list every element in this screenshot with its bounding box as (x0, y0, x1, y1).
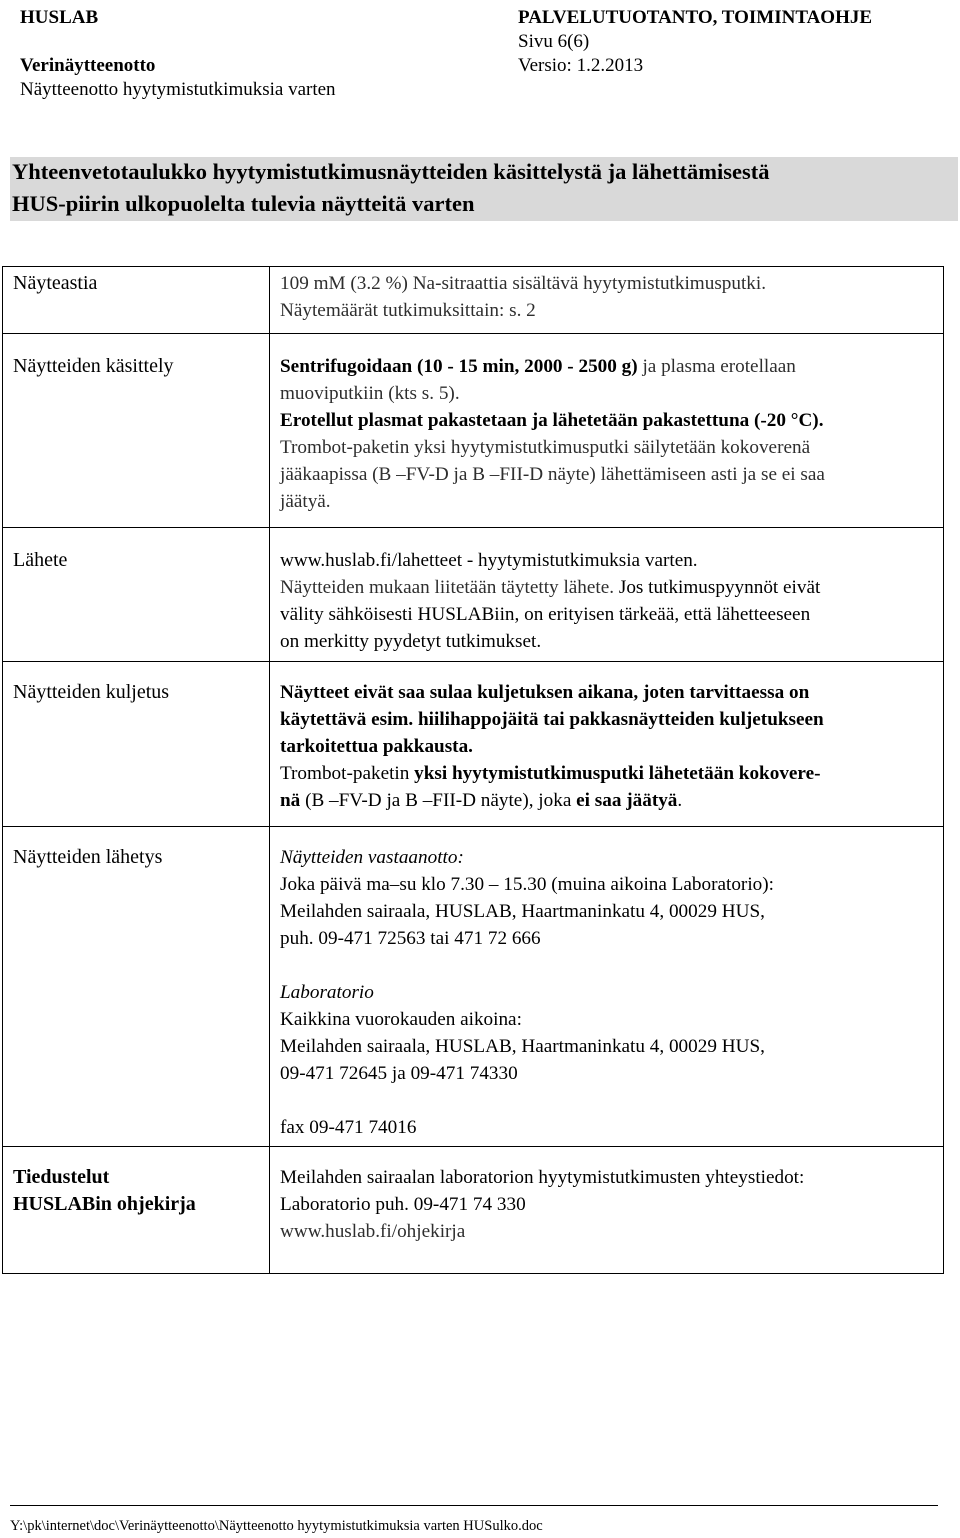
header-version: Versio: 1.2.2013 (518, 55, 644, 76)
lahete-line-1-rest: - hyytymistutkimuksia varten. (462, 550, 698, 571)
nayteastia-line-2: Näytemäärät tutkimuksittain: s. 2 (280, 300, 536, 321)
row-nayteastia (3, 267, 944, 334)
header-section: Verinäytteenotto (20, 55, 156, 76)
kuljetus-line-2b: hiilihappojäitä tai pakkasnäytteiden kuljetukseen (413, 709, 824, 730)
summary-title-band (10, 157, 958, 221)
document-header (20, 6, 942, 102)
lahetys-line-3: puh. 09-471 72563 tai 471 72 666 (280, 928, 541, 949)
lahete-line-2b: Jos tutkimuspyynnöt eivät (614, 577, 821, 598)
row-lahetys (3, 827, 944, 1147)
label-lahete: Lähete (13, 549, 68, 571)
kuljetus-line-5b: (B –FV-D ja B –FII-D näyte), joka (300, 790, 577, 811)
ohjekirja-link[interactable]: www.huslab.fi/ohjekirja (280, 1221, 466, 1242)
kasittely-line-5: jääkaapissa (B –FV-D ja B –FII-D näyte) lähettämiseen asti ja se ei saa (280, 464, 825, 485)
lahete-line-4: on merkitty pyydetyt tutkimukset. (280, 631, 542, 652)
summary-title-line-2: HUS-piirin ulkopuolelta tulevia näytteitä varten (12, 191, 475, 216)
header-org: HUSLAB (20, 7, 99, 28)
label-tiedustelut: Tiedustelut (13, 1166, 110, 1188)
kuljetus-line-5a: nä (280, 790, 301, 811)
lahete-line-2a: Näytteiden mukaan liitetään täytetty lähete. (280, 577, 615, 598)
lahete-link[interactable]: www.huslab.fi/lahetteet (280, 550, 463, 571)
row-tiedustelut (3, 1147, 944, 1274)
summary-table (2, 266, 944, 1274)
kuljetus-line-5d: . (677, 790, 683, 811)
kuljetus-line-5c: ei saa jäätyä (576, 790, 678, 811)
tiedustelut-line-2: Laboratorio puh. 09-471 74 330 (280, 1194, 526, 1215)
nayteastia-line-1: 109 mM (3.2 %) Na-sitraattia sisältävä hyytymistutkimusputki. (280, 273, 767, 294)
header-subtitle: Näytteenotto hyytymistutkimuksia varten (20, 79, 336, 100)
kuljetus-line-2a: käytettävä esim. (280, 709, 414, 730)
label-kuljetus: Näytteiden kuljetus (13, 681, 170, 703)
lahetys-line-2: Meilahden sairaala, HUSLAB, Haartmaninkatu 4, 00029 HUS, (280, 901, 765, 922)
header-page: Sivu 6(6) (518, 31, 590, 52)
kasittely-line-1-rest: ja plasma erotellaan (637, 356, 796, 377)
lahetys-heading-laboratorio: Laboratorio (280, 982, 374, 1003)
lahetys-line-5: Meilahden sairaala, HUSLAB, Haartmaninkatu 4, 00029 HUS, (280, 1036, 765, 1057)
footer-file-path: Y:\pk\internet\doc\Verinäytteenotto\Näytteenotto hyytymistutkimuksia varten HUSulko.doc (10, 1505, 938, 1535)
kuljetus-line-4a: Trombot-paketin (280, 763, 415, 784)
kasittely-line-3: Erotellut plasmat pakastetaan ja lähetetään pakastettuna (-20 °C). (280, 410, 824, 431)
tiedustelut-line-1: Meilahden sairaalan laboratorion hyytymistutkimusten yhteystiedot: (280, 1167, 805, 1188)
lahetys-line-7: fax 09-471 74016 (280, 1117, 417, 1138)
row-kuljetus (3, 662, 944, 827)
kuljetus-line-4b: yksi hyytymistutkimusputki lähetetään kokovere- (414, 763, 821, 784)
label-lahetys: Näytteiden lähetys (13, 846, 163, 868)
label-kasittely: Näytteiden käsittely (13, 355, 174, 377)
row-lahete (3, 528, 944, 662)
label-ohjekirja: HUSLABin ohjekirja (13, 1193, 196, 1215)
kasittely-line-4: Trombot-paketin yksi hyytymistutkimusputki säilytetään kokoverenä (280, 437, 811, 458)
lahetys-heading-vastaanotto: Näytteiden vastaanotto: (280, 847, 464, 868)
lahetys-line-4: Kaikkina vuorokauden aikoina: (280, 1009, 522, 1030)
kasittely-line-1-bold: Sentrifugoidaan (10 - 15 min, 2000 - 2500 g) (280, 356, 638, 377)
summary-title-line-1: Yhteenvetotaulukko hyytymistutkimusnäytteiden käsittelystä ja lähettämisestä (12, 159, 770, 184)
kasittely-line-6: jäätyä. (280, 491, 331, 512)
lahetys-line-6: 09-471 72645 ja 09-471 74330 (280, 1063, 518, 1084)
lahetys-line-1: Joka päivä ma–su klo 7.30 – 15.30 (muina aikoina Laboratorio): (280, 874, 774, 895)
row-kasittely (3, 334, 944, 528)
label-nayteastia: Näyteastia (13, 272, 98, 294)
kuljetus-line-3: tarkoitettua pakkausta. (280, 736, 473, 757)
kuljetus-line-1: Näytteet eivät saa sulaa kuljetuksen aikana, joten tarvittaessa on (280, 682, 810, 703)
kasittely-line-2: muoviputkiin (kts s. 5). (280, 383, 460, 404)
lahete-line-3: välity sähköisesti HUSLABiin, on erityisen tärkeää, että lähetteeseen (280, 604, 811, 625)
header-department: PALVELUTUOTANTO, TOIMINTAOHJE (518, 7, 873, 28)
